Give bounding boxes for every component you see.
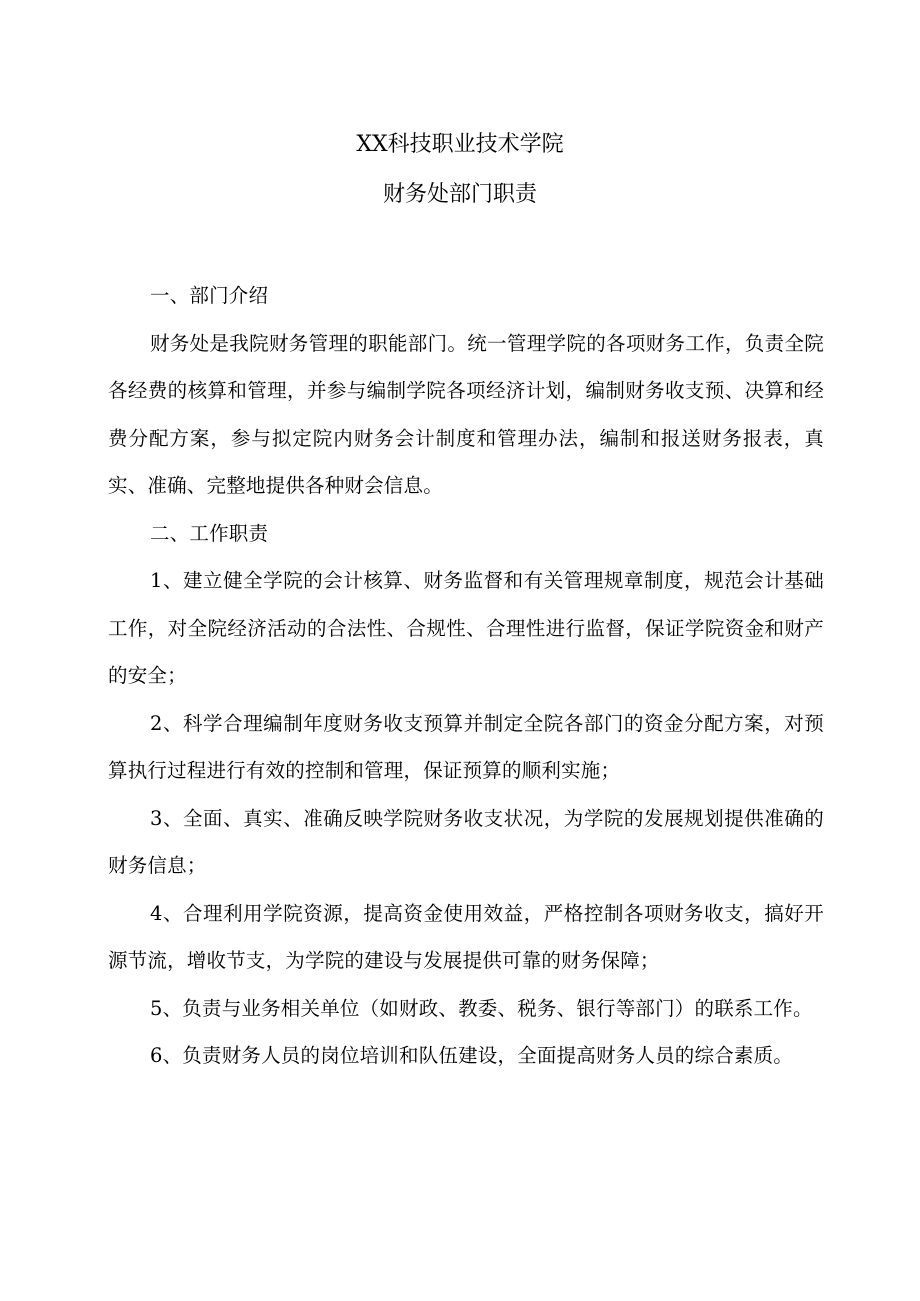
- document-title-school: XX科技职业技术学院: [356, 132, 564, 157]
- document-title-department: 财务处部门职责: [382, 182, 537, 207]
- duty-item-5: 5、负责与业务相关单位（如财政、教委、税务、银行等部门）的联系工作。: [150, 996, 813, 1020]
- section-heading-intro: 一、部门介绍: [150, 284, 269, 307]
- document-body: [108, 272, 824, 1080]
- duty-item-1: 1、建立健全学院的会计核算、财务监督和有关管理规章制度，规范会计基础工作，对全院经济活动的合法性、合规性、合理性进行监督，保证学院资金和财产的安全；: [108, 569, 824, 687]
- section-heading-duties: 二、工作职责: [150, 521, 269, 545]
- duty-item-4: 4、合理利用学院资源，提高资金使用效益，严格控制各项财务收支，搞好开源节流，增收节支，为学院的建设与发展提供可靠的财务保障；: [108, 901, 824, 972]
- intro-paragraph: 财务处是我院财务管理的职能部门。统一管理学院的各项财务工作，负责全院各经费的核算和管理，并参与编制学院各项经济计划，编制财务收支预、决算和经费分配方案，参与拟定院内财务会计制度和管理办法，编制和报送财务报表，真实、准确、完整地提供各种财会信息。: [108, 331, 824, 497]
- duty-item-3: 3、全面、真实、准确反映学院财务收支状况，为学院的发展规划提供准确的财务信息；: [108, 806, 824, 877]
- duty-item-6: 6、负责财务人员的岗位培训和队伍建设，全面提高财务人员的综合素质。: [150, 1044, 794, 1067]
- duty-item-2: 2、科学合理编制年度财务收支预算并制定全院各部门的资金分配方案，对预算执行过程进行有效的控制和管理，保证预算的顺利实施；: [108, 711, 824, 782]
